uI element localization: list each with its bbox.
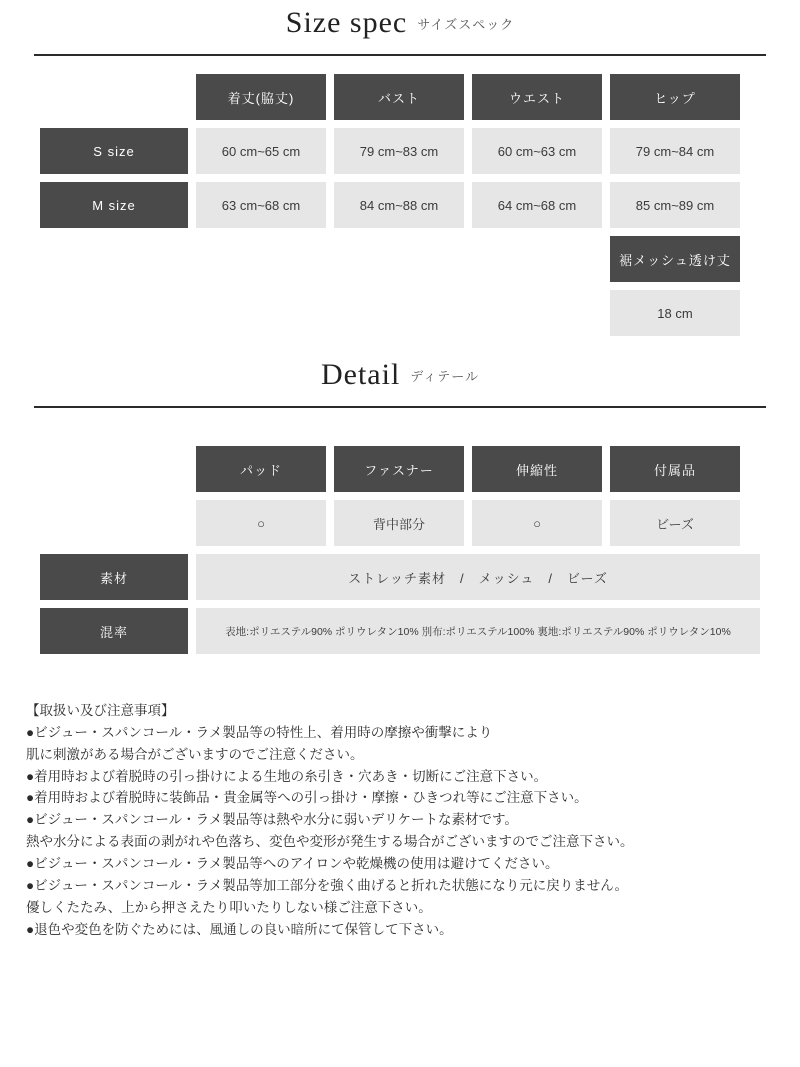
care-note-line: 優しくたたみ、上から押さえたり叩いたりしない様ご注意下さい。 xyxy=(26,899,432,915)
material-row xyxy=(40,554,760,600)
detail-table xyxy=(40,424,760,654)
detail-col-header-0: パッド xyxy=(196,446,326,492)
detail-col-header-3: 付属品 xyxy=(610,446,740,492)
size-spec-cell-m-1: 84 cm~88 cm xyxy=(334,182,464,228)
detail-title-en: Detail xyxy=(320,358,401,391)
mesh-length-header: 裾メッシュ透け丈 xyxy=(610,236,740,282)
care-note-line: ●ビジュー・スパンコール・ラメ製品等の特性上、着用時の摩擦や衝撃により xyxy=(26,724,493,740)
size-spec-cell-s-0: 60 cm~65 cm xyxy=(196,128,326,174)
blend-value: 表地:ポリエステル90% ポリウレタン10% 別布:ポリエステル100% 裏地:ポリエステル90% ポリウレタン10% xyxy=(196,608,760,654)
care-note-line: ●ビジュー・スパンコール・ラメ製品等加工部分を強く曲げると折れた状態になり元に戻りません。 xyxy=(26,877,629,893)
size-spec-cell-m-3: 85 cm~89 cm xyxy=(610,182,740,228)
detail-col-header-1: ファスナー xyxy=(334,446,464,492)
detail-header-row xyxy=(40,446,760,492)
care-note-line: ●退色や変色を防ぐためには、風通しの良い暗所にて保管して下さい。 xyxy=(26,921,453,937)
size-spec-col-header-3: ヒップ xyxy=(610,74,740,120)
size-spec-title-jp: サイズスペック xyxy=(417,16,515,32)
size-spec-cell-m-2: 64 cm~68 cm xyxy=(472,182,602,228)
mesh-length-value-row xyxy=(40,290,760,336)
material-label: 素材 xyxy=(40,554,188,600)
spacer-cell xyxy=(40,500,188,546)
care-note-line: ●着用時および着脱時の引っ掛けによる生地の糸引き・穴あき・切断にご注意下さい。 xyxy=(26,768,548,784)
size-spec-row-label-s: S size xyxy=(40,128,188,174)
spacer-cell xyxy=(40,290,188,336)
spacer-cell xyxy=(196,290,326,336)
size-spec-cell-s-1: 79 cm~83 cm xyxy=(334,128,464,174)
size-spec-row-label-m: M size xyxy=(40,182,188,228)
spacer-cell xyxy=(40,446,188,492)
table-row xyxy=(40,500,760,546)
detail-divider xyxy=(34,406,766,408)
care-note-line: ●ビジュー・スパンコール・ラメ製品等は熱や水分に弱いデリケートな素材です。 xyxy=(26,812,518,828)
size-spec-col-header-2: ウエスト xyxy=(472,74,602,120)
detail-cell-1: 背中部分 xyxy=(334,500,464,546)
detail-cell-0: ○ xyxy=(196,500,326,546)
care-note-line: 熱や水分による表面の剥がれや色落ち、変色や変形が発生する場合がございますのでご注意下さい。 xyxy=(26,834,634,850)
care-note-line: ●着用時および着脱時に装飾品・貴金属等への引っ掛け・摩擦・ひきつれ等にご注意下さい。 xyxy=(26,790,588,806)
care-notes-title: 【取扱い及び注意事項】 xyxy=(26,703,175,718)
spacer-cell xyxy=(472,236,602,282)
material-value: ストレッチ素材 / メッシュ / ビーズ xyxy=(196,554,760,600)
size-spec-divider xyxy=(34,54,766,56)
size-spec-heading xyxy=(0,0,800,40)
size-spec-title-en: Size spec xyxy=(285,6,408,39)
detail-cell-3: ビーズ xyxy=(610,500,740,546)
spacer-cell xyxy=(334,236,464,282)
size-spec-col-header-1: バスト xyxy=(334,74,464,120)
spacer-cell xyxy=(196,236,326,282)
size-spec-table xyxy=(40,74,760,336)
care-notes xyxy=(26,700,800,940)
size-spec-cell-m-0: 63 cm~68 cm xyxy=(196,182,326,228)
detail-cell-2: ○ xyxy=(472,500,602,546)
size-spec-header-row xyxy=(40,74,760,120)
spacer-cell xyxy=(40,74,188,120)
detail-heading xyxy=(0,352,800,392)
table-row xyxy=(40,128,760,174)
mesh-length-value: 18 cm xyxy=(610,290,740,336)
spacer-cell xyxy=(40,236,188,282)
blend-row xyxy=(40,608,760,654)
size-spec-cell-s-2: 60 cm~63 cm xyxy=(472,128,602,174)
detail-col-header-2: 伸縮性 xyxy=(472,446,602,492)
size-spec-col-header-0: 着丈(脇丈) xyxy=(196,74,326,120)
care-note-line: 肌に刺激がある場合がございますのでご注意ください。 xyxy=(26,746,364,762)
blend-label: 混率 xyxy=(40,608,188,654)
size-spec-cell-s-3: 79 cm~84 cm xyxy=(610,128,740,174)
spacer-cell xyxy=(334,290,464,336)
table-row xyxy=(40,182,760,228)
spacer-cell xyxy=(472,290,602,336)
detail-title-jp: ディテール xyxy=(410,368,479,384)
care-note-line: ●ビジュー・スパンコール・ラメ製品等へのアイロンや乾燥機の使用は避けてください。 xyxy=(26,856,559,872)
mesh-length-header-row xyxy=(40,236,760,282)
